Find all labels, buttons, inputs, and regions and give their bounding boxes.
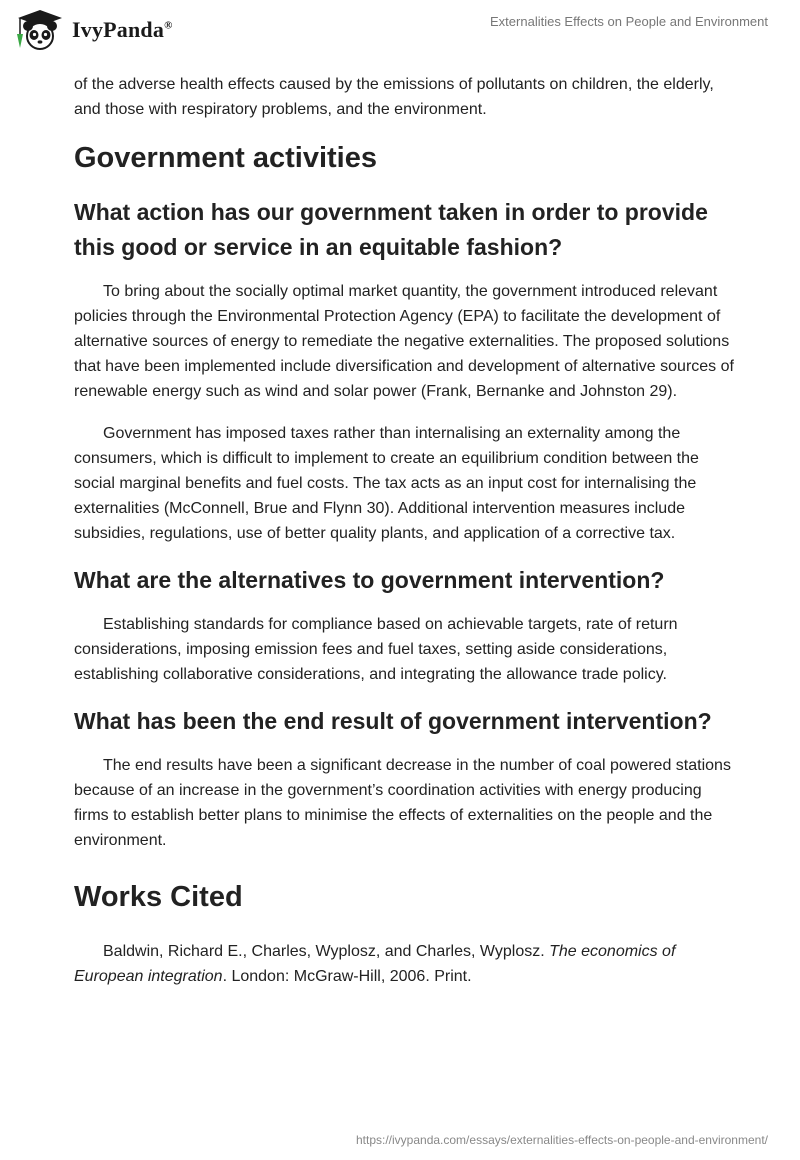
article-body bbox=[74, 72, 734, 1006]
page-header bbox=[0, 0, 800, 60]
source-url[interactable]: https://ivypanda.com/essays/externalities-effects-on-people-and-environment/ bbox=[356, 1133, 768, 1147]
paragraph-end-result: The end results have been a significant decrease in the number of coal powered stations because of an increase in the government’s coordination activities with energy producing firms to establish better plans to minimise the effects of externalities on the people and the environment. bbox=[74, 757, 731, 849]
citation-entry bbox=[74, 939, 734, 989]
paragraph-action-1: To bring about the socially optimal market quantity, the government introduced relevant policies through the Environmental Protection Agency (EPA) to facilitate the development of alternative sources of energy to remediate the negative externalities. The proposed solutions that have been implemented include diversification and development of alternative sources of renewable energy such as wind and solar power (Frank, Bernanke and Johnston 29). bbox=[74, 283, 734, 400]
heading-end-result: What has been the end result of government intervention? bbox=[74, 708, 712, 734]
ivypanda-logo[interactable] bbox=[14, 8, 173, 52]
heading-government-action: What action has our government taken in order to provide this good or service in an equitable fashion? bbox=[74, 199, 708, 260]
intro-paragraph: of the adverse health effects caused by the emissions of pollutants on children, the elderly, and those with respiratory problems, and the environment. bbox=[74, 76, 714, 118]
paragraph-action-2: Government has imposed taxes rather than internalising an externality among the consumers, which is difficult to implement to create an equilibrium condition between the social marginal benefits and fuel costs. The tax acts as an input cost for internalising the externalities (McConnell, Brue and Flynn 30). Additional intervention measures include subsidies, regulations, use of better quality plants, and application of a corrective tax. bbox=[74, 425, 699, 542]
heading-alternatives: What are the alternatives to government intervention? bbox=[74, 567, 665, 593]
panda-mascot-icon bbox=[14, 8, 66, 52]
heading-works-cited: Works Cited bbox=[74, 881, 243, 913]
paragraph-alternatives: Establishing standards for compliance based on achievable targets, rate of return considerations, imposing emission fees and fuel taxes, setting aside considerations, establishing collaborative considerations, and integrating the allowance trade policy. bbox=[74, 616, 678, 683]
document-title: Externalities Effects on People and Environment bbox=[490, 14, 768, 29]
brand-name: IvyPanda® bbox=[72, 17, 173, 42]
citation-authors: Baldwin, Richard E., Charles, Wyplosz, and Charles, Wyplosz. bbox=[103, 943, 545, 960]
citation-publication: . London: McGraw-Hill, 2006. Print. bbox=[222, 968, 472, 985]
citation-title: The economics of European integration bbox=[74, 943, 676, 985]
heading-government-activities: Government activities bbox=[74, 142, 377, 174]
